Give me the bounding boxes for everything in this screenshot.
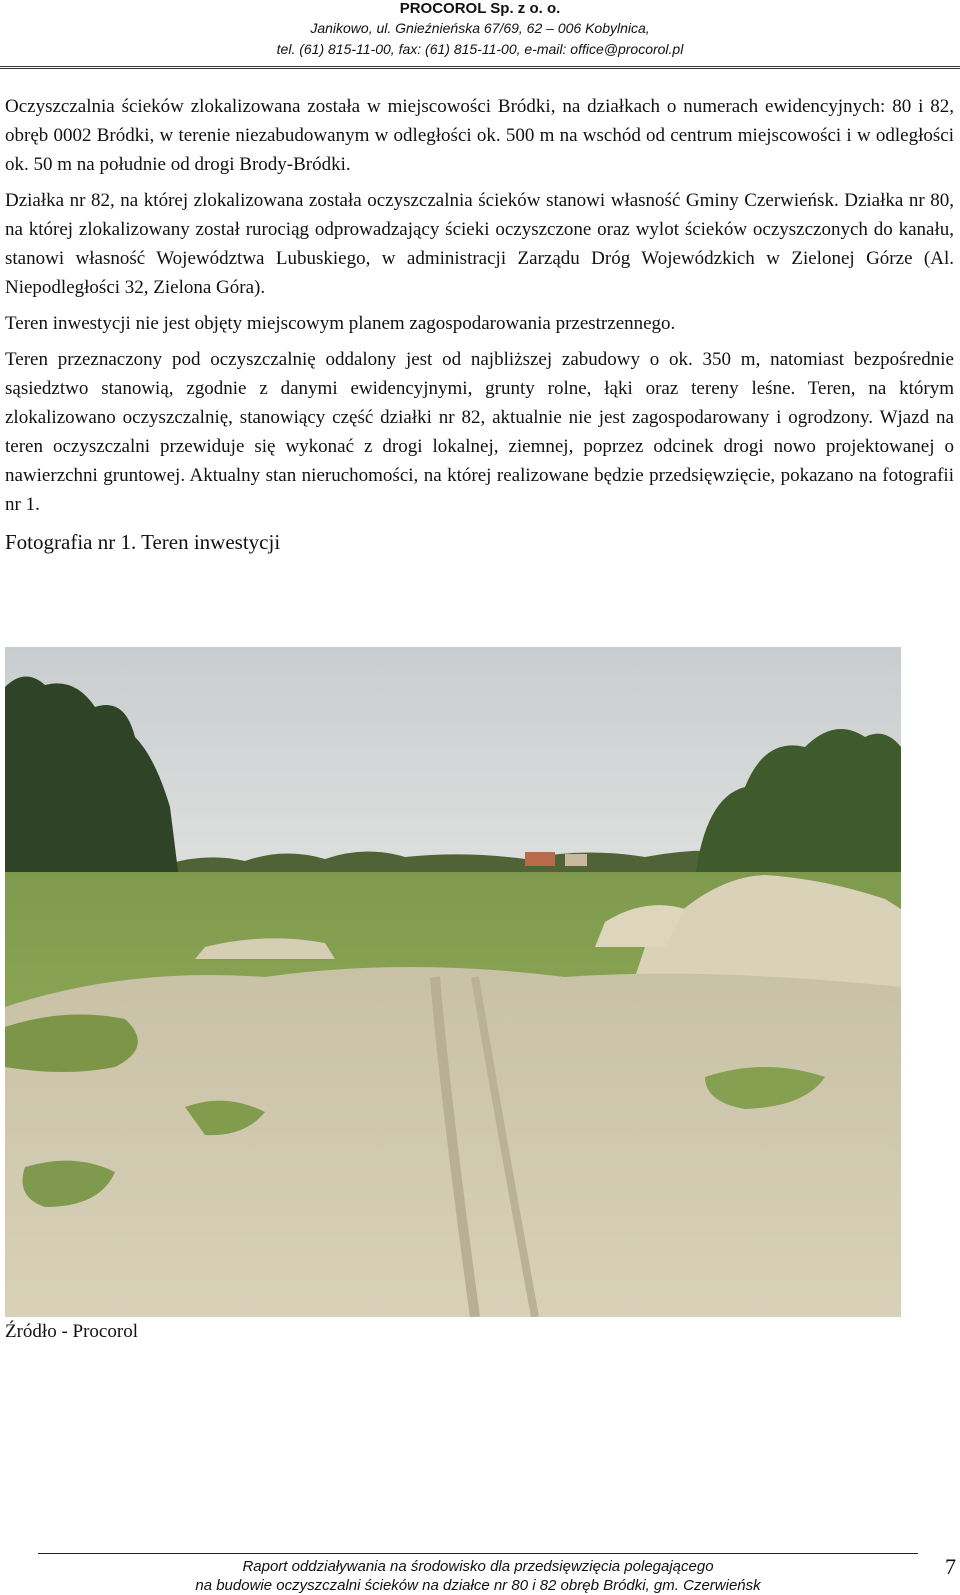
page-header [0,0,960,60]
company-address: Janikowo, ul. Gnieźnieńska 67/69, 62 – 006 Kobylnica, [310,20,650,36]
footer-divider [38,1553,918,1554]
company-name: PROCOROL Sp. z o. o. [399,0,561,17]
header-divider [0,66,960,69]
photo-caption: Fotografia nr 1. Teren inwestycji [5,530,281,554]
footer-line-1: Raport oddziaływania na środowisko dla przedsięwzięcia polegającego [242,1558,714,1575]
page-number: 7 [945,1554,956,1579]
paragraph-location: Oczyszczalnia ścieków zlokalizowana została w miejscowości Bródki, na działkach o numerach ewidencyjnych: 80 i 82, obręb 0002 Bródki, w terenie niezabudowanym w odległości ok. 500 m na wschód od centrum miejscowości i w odległości ok. 50 m na południe od drogi Brody-Bródki. [5,96,954,175]
paragraph-ownership: Działka nr 82, na której zlokalizowana została oczyszczalnia ścieków stanowi własność Gminy Czerwieńsk. Działka nr 80, na której zlokalizowany został rurociąg odprowadzający ścieki oczyszczone oraz wylot ścieków oczyszczonych do kanału, stanowi własność Województwa Lubuskiego, w administracji Zarządu Dróg Wojewódzkich w Zielonej Górze (Al. Niepodległości 32, Zielona Góra). [5,190,954,298]
document-body [5,92,954,564]
footer-line-2: na budowie oczyszczalni ścieków na działce nr 80 i 82 obręb Bródki, gm. Czerwieńsk [195,1577,761,1594]
company-contact: tel. (61) 815-11-00, fax: (61) 815-11-00, e-mail: office@procorol.pl [276,41,684,57]
paragraph-zoning: Teren inwestycji nie jest objęty miejscowym planem zagospodarowania przestrzennego. [5,313,676,334]
site-photo [5,647,901,1317]
photo-source: Źródło - Procorol [5,1321,138,1342]
paragraph-surroundings: Teren przeznaczony pod oczyszczalnię oddalony jest od najbliższej zabudowy o ok. 350 m, natomiast bezpośrednie sąsiedztwo stanowią, zgodnie z danymi ewidencyjnymi, grunty rolne, łąki oraz tereny leśne. Teren, na którym zlokalizowano oczyszczalnię, stanowiący część działki nr 82, aktualnie nie jest zagospodarowany i ogrodzony. Wjazd na teren oczyszczalni przewiduje się wykonać z drogi lokalnej, ziemnej, poprzez odcinek drogi nowo projektowanej o nawierzchni gruntowej. Aktualny stan nieruchomości, na której realizowane będzie przedsięwzięcie, pokazano na fotografii nr 1. [5,349,954,515]
page-footer [38,1557,918,1595]
